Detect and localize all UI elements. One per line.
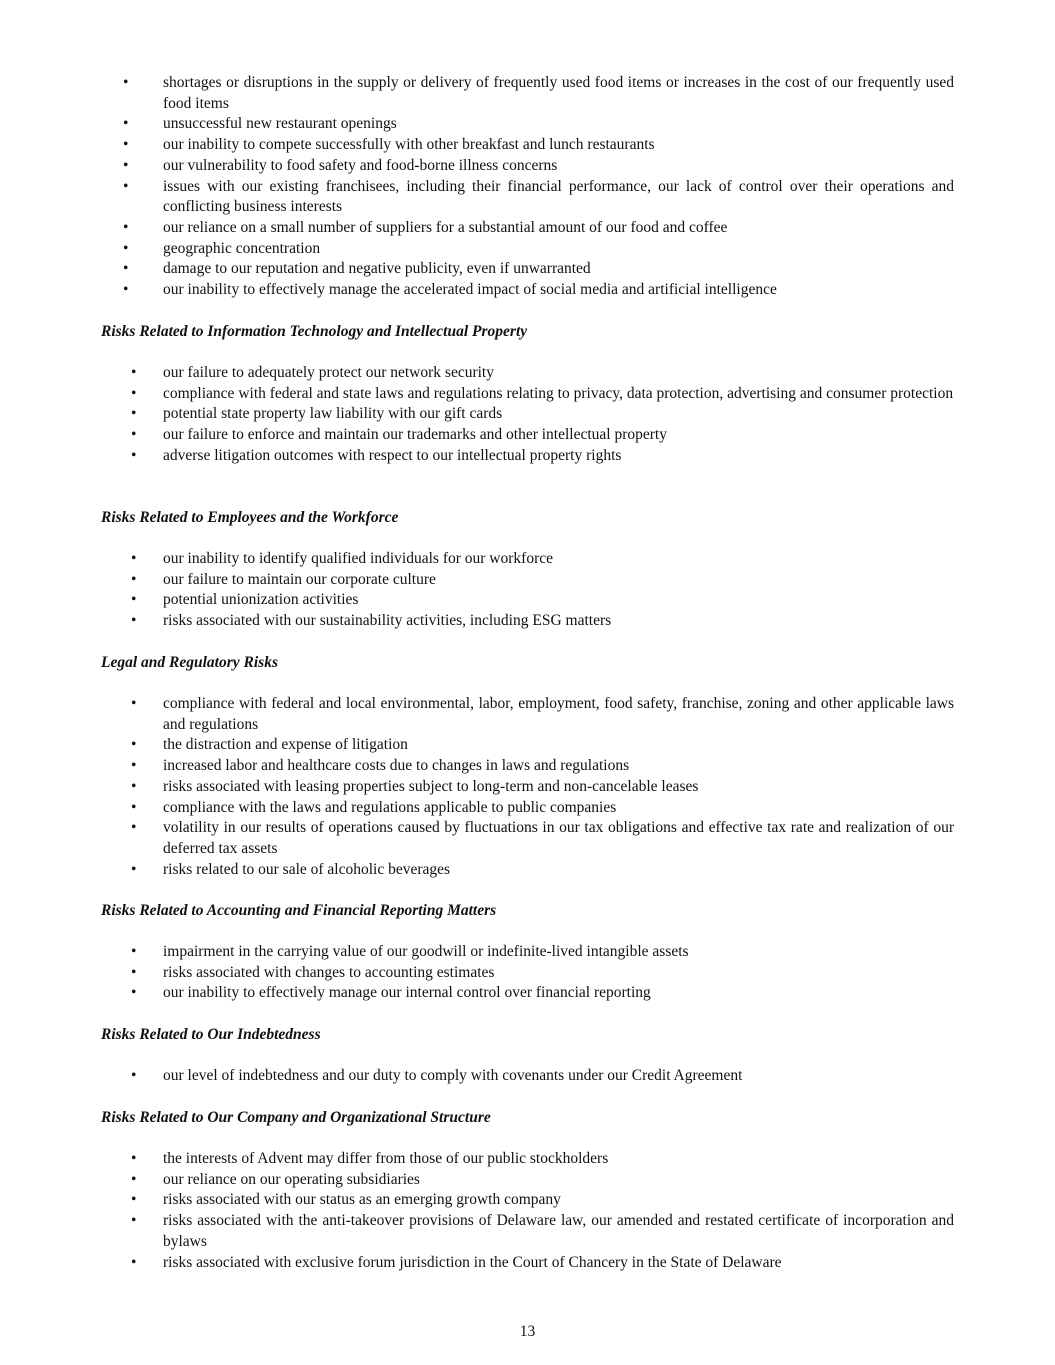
list-item: • potential state property law liability with our gift cards — [0, 404, 954, 425]
bullet: • — [131, 1191, 137, 1209]
bullet: • — [131, 426, 137, 444]
list-item: • our reliance on our operating subsidiaries — [0, 1170, 954, 1191]
list-item: • our failure to adequately protect our network security — [0, 363, 954, 384]
section-heading: Risks Related to Our Company and Organizational Structure — [101, 1109, 491, 1126]
bullet: • — [131, 757, 137, 775]
list-item: • our inability to compete successfully with other breakfast and lunch restaurants — [0, 135, 954, 156]
list-item: • risks associated with the anti-takeover provisions of Delaware law, our amended and restated certificate of incorporation and bylaws — [131, 1212, 954, 1250]
bullet: • — [131, 819, 137, 837]
bullet: • — [123, 281, 129, 299]
bullet: • — [131, 550, 137, 567]
bullet: • — [131, 591, 137, 609]
section-list — [0, 549, 1055, 632]
list-item: • issues with our existing franchisees, including their financial performance, our lack of control over their operations and conflicting business interests — [123, 177, 954, 216]
bullet: • — [131, 1253, 137, 1271]
list-item: • our vulnerability to food safety and food-borne illness concerns — [0, 156, 954, 177]
bullet: • — [123, 115, 129, 133]
list-item: • the distraction and expense of litigation — [0, 735, 954, 756]
section-heading: Risks Related to Employees and the Workforce — [101, 509, 399, 526]
list-item: • risks associated with our sustainability activities, including ESG matters — [0, 611, 954, 632]
list-item: • risks related to our sale of alcoholic beverages — [0, 860, 954, 881]
list-item: • our failure to enforce and maintain our trademarks and other intellectual property — [0, 425, 954, 446]
section-heading: Legal and Regulatory Risks — [101, 654, 278, 671]
section-heading: Risks Related to Information Technology and Intellectual Property — [101, 323, 528, 340]
list-item: • risks associated with leasing properties subject to long-term and non-cancelable leases — [0, 777, 954, 798]
bullet: • — [131, 570, 137, 588]
bullet: • — [123, 156, 129, 174]
list-item: • our inability to effectively manage our internal control over financial reporting — [0, 983, 954, 1004]
list-item: • compliance with federal and state laws and regulations relating to privacy, data protection, advertising and consumer protection — [0, 384, 954, 405]
bullet: • — [131, 943, 137, 960]
bullet: • — [123, 218, 129, 236]
list-item: • volatility in our results of operations caused by fluctuations in our tax obligations and effective tax rate and realization of our deferred tax assets — [131, 819, 954, 857]
list-item: • our failure to maintain our corporate culture — [0, 570, 954, 591]
bullet: • — [131, 695, 137, 712]
list-item: • geographic concentration — [0, 239, 954, 260]
bullet: • — [123, 177, 129, 195]
list-item: • impairment in the carrying value of our goodwill or indefinite-lived intangible assets — [0, 942, 954, 963]
list-item: • risks associated with exclusive forum jurisdiction in the Court of Chancery in the State of Delaware — [0, 1253, 954, 1274]
list-item: • risks associated with our status as an emerging growth company — [0, 1190, 954, 1211]
bullet: • — [131, 1170, 137, 1188]
list-item: • the interests of Advent may differ from those of our public stockholders — [0, 1149, 954, 1170]
section-list — [0, 1066, 1055, 1087]
top-risk-list — [0, 73, 1055, 301]
list-item: • compliance with the laws and regulations applicable to public companies — [0, 798, 954, 819]
bullet: • — [131, 405, 137, 423]
section-list — [0, 1149, 1055, 1273]
page-number: 13 — [519, 1323, 536, 1340]
list-item: • shortages or disruptions in the supply or delivery of frequently used food items or increases in the cost of our frequently used food items — [123, 74, 954, 112]
bullet: • — [131, 1212, 137, 1230]
bullet: • — [131, 736, 137, 754]
bullet: • — [131, 963, 137, 981]
list-item: • risks associated with changes to accounting estimates — [0, 963, 954, 984]
bullet: • — [131, 612, 137, 630]
bullet: • — [131, 777, 137, 795]
list-item: • increased labor and healthcare costs due to changes in laws and regulations — [0, 756, 954, 777]
bullet: • — [123, 239, 129, 257]
bullet: • — [131, 1067, 137, 1084]
list-item: • damage to our reputation and negative publicity, even if unwarranted — [0, 259, 954, 280]
section-list — [0, 363, 1055, 467]
section-list — [0, 694, 1055, 880]
list-item: • our inability to identify qualified individuals for our workforce — [0, 549, 954, 570]
list-item: • potential unionization activities — [0, 590, 954, 611]
bullet: • — [123, 136, 129, 154]
section-heading: Risks Related to Accounting and Financial Reporting Matters — [101, 902, 497, 919]
bullet: • — [131, 860, 137, 878]
list-item: • our inability to effectively manage the accelerated impact of social media and artificial intelligence — [0, 280, 954, 301]
section-list — [0, 942, 1055, 1004]
list-item: • our level of indebtedness and our duty to comply with covenants under our Credit Agreement — [0, 1066, 954, 1087]
list-item: • compliance with federal and local environmental, labor, employment, food safety, franchise, zoning and other applicable laws and regulations — [131, 695, 954, 733]
bullet: • — [131, 984, 137, 1002]
bullet: • — [131, 1150, 137, 1167]
bullet: • — [131, 798, 137, 816]
bullet: • — [131, 364, 137, 381]
list-item: • adverse litigation outcomes with respect to our intellectual property rights — [0, 446, 954, 467]
list-item: • our reliance on a small number of suppliers for a substantial amount of our food and coffee — [0, 218, 954, 239]
bullet: • — [131, 446, 137, 464]
bullet: • — [123, 74, 129, 91]
bullet: • — [131, 384, 137, 402]
bullet: • — [123, 260, 129, 278]
list-item: • unsuccessful new restaurant openings — [0, 114, 954, 135]
section-heading: Risks Related to Our Indebtedness — [101, 1026, 321, 1043]
